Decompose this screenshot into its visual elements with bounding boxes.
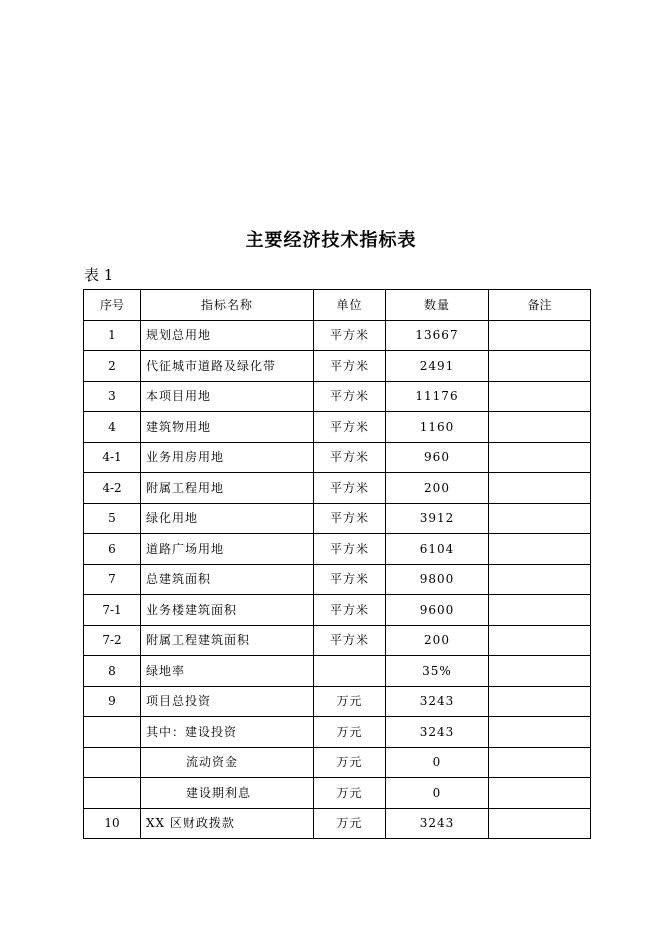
row-name-cell: 建设期利息 xyxy=(141,778,314,809)
row-unit-cell: 平方米 xyxy=(314,320,386,351)
row-unit-cell: 平方米 xyxy=(314,351,386,382)
table-row xyxy=(84,808,591,839)
row-name-cell: 流动资金 xyxy=(141,747,314,778)
row-seq-cell xyxy=(84,778,141,809)
row-name-cell: 建筑物用地 xyxy=(141,412,314,443)
row-seq-cell: 4-2 xyxy=(84,473,141,504)
row-note-cell xyxy=(489,625,591,656)
row-name-cell: 本项目用地 xyxy=(141,381,314,412)
header-seq: 序号 xyxy=(84,290,141,321)
row-quantity-cell: 9600 xyxy=(386,595,489,626)
header-unit: 单位 xyxy=(314,290,386,321)
row-name-cell: 规划总用地 xyxy=(141,320,314,351)
table-row xyxy=(84,686,591,717)
row-quantity-cell: 3243 xyxy=(386,717,489,748)
row-quantity-cell: 1160 xyxy=(386,412,489,443)
row-unit-cell: 平方米 xyxy=(314,595,386,626)
row-unit-cell xyxy=(314,656,386,687)
table-row xyxy=(84,625,591,656)
table-row xyxy=(84,656,591,687)
row-unit-cell: 平方米 xyxy=(314,564,386,595)
row-seq-cell: 7-1 xyxy=(84,595,141,626)
row-note-cell xyxy=(489,534,591,565)
row-quantity-cell: 2491 xyxy=(386,351,489,382)
row-seq-cell xyxy=(84,747,141,778)
row-seq-cell: 6 xyxy=(84,534,141,565)
row-seq-cell: 2 xyxy=(84,351,141,382)
row-seq-cell: 4 xyxy=(84,412,141,443)
row-seq-cell: 1 xyxy=(84,320,141,351)
table-body xyxy=(84,320,591,839)
row-note-cell xyxy=(489,564,591,595)
header-quantity: 数量 xyxy=(386,290,489,321)
row-note-cell xyxy=(489,686,591,717)
row-name-cell: 附属工程建筑面积 xyxy=(141,625,314,656)
row-note-cell xyxy=(489,442,591,473)
header-note: 备注 xyxy=(489,290,591,321)
row-seq-cell: 9 xyxy=(84,686,141,717)
table-caption: 表 1 xyxy=(84,266,114,284)
table-row xyxy=(84,381,591,412)
row-note-cell xyxy=(489,808,591,839)
row-note-cell xyxy=(489,717,591,748)
row-unit-cell: 万元 xyxy=(314,686,386,717)
row-unit-cell: 平方米 xyxy=(314,412,386,443)
row-name-cell: 绿化用地 xyxy=(141,503,314,534)
row-note-cell xyxy=(489,747,591,778)
table-row xyxy=(84,778,591,809)
row-note-cell xyxy=(489,412,591,443)
row-unit-cell: 平方米 xyxy=(314,503,386,534)
table-row xyxy=(84,503,591,534)
row-quantity-cell: 9800 xyxy=(386,564,489,595)
table-row xyxy=(84,747,591,778)
row-seq-cell: 3 xyxy=(84,381,141,412)
row-quantity-cell: 13667 xyxy=(386,320,489,351)
row-unit-cell: 万元 xyxy=(314,778,386,809)
row-unit-cell: 平方米 xyxy=(314,473,386,504)
row-name-cell: 业务用房用地 xyxy=(141,442,314,473)
row-quantity-cell: 3243 xyxy=(386,686,489,717)
row-quantity-cell: 200 xyxy=(386,625,489,656)
row-name-cell: XX 区财政拨款 xyxy=(141,808,314,839)
row-name-cell: 其中：建设投资 xyxy=(141,717,314,748)
row-seq-cell: 10 xyxy=(84,808,141,839)
row-quantity-cell: 200 xyxy=(386,473,489,504)
row-quantity-cell: 960 xyxy=(386,442,489,473)
row-unit-cell: 平方米 xyxy=(314,534,386,565)
row-name-cell: 代征城市道路及绿化带 xyxy=(141,351,314,382)
row-unit-cell: 万元 xyxy=(314,747,386,778)
table-header-row xyxy=(84,290,591,321)
row-unit-cell: 平方米 xyxy=(314,442,386,473)
table-row xyxy=(84,534,591,565)
row-quantity-cell: 3912 xyxy=(386,503,489,534)
row-note-cell xyxy=(489,778,591,809)
row-seq-cell: 5 xyxy=(84,503,141,534)
row-name-cell: 项目总投资 xyxy=(141,686,314,717)
row-quantity-cell: 11176 xyxy=(386,381,489,412)
row-quantity-cell: 6104 xyxy=(386,534,489,565)
row-quantity-cell: 35% xyxy=(386,656,489,687)
row-quantity-cell: 3243 xyxy=(386,808,489,839)
indicators-table xyxy=(83,289,591,839)
row-note-cell xyxy=(489,473,591,504)
table-row xyxy=(84,351,591,382)
row-seq-cell: 7-2 xyxy=(84,625,141,656)
header-name: 指标名称 xyxy=(141,290,314,321)
row-note-cell xyxy=(489,381,591,412)
row-quantity-cell: 0 xyxy=(386,747,489,778)
table-row xyxy=(84,717,591,748)
table-row xyxy=(84,564,591,595)
row-name-cell: 绿地率 xyxy=(141,656,314,687)
table-row xyxy=(84,595,591,626)
row-note-cell xyxy=(489,351,591,382)
row-name-cell: 总建筑面积 xyxy=(141,564,314,595)
row-note-cell xyxy=(489,656,591,687)
row-note-cell xyxy=(489,595,591,626)
table-row xyxy=(84,412,591,443)
row-quantity-cell: 0 xyxy=(386,778,489,809)
row-name-cell: 附属工程用地 xyxy=(141,473,314,504)
row-note-cell xyxy=(489,320,591,351)
table-row xyxy=(84,473,591,504)
row-unit-cell: 万元 xyxy=(314,808,386,839)
table-row xyxy=(84,442,591,473)
row-seq-cell: 7 xyxy=(84,564,141,595)
row-seq-cell: 4-1 xyxy=(84,442,141,473)
row-unit-cell: 平方米 xyxy=(314,625,386,656)
row-unit-cell: 万元 xyxy=(314,717,386,748)
row-name-cell: 道路广场用地 xyxy=(141,534,314,565)
row-note-cell xyxy=(489,503,591,534)
table-row xyxy=(84,320,591,351)
row-seq-cell: 8 xyxy=(84,656,141,687)
row-seq-cell xyxy=(84,717,141,748)
document-title: 主要经济技术指标表 xyxy=(245,230,417,251)
row-unit-cell: 平方米 xyxy=(314,381,386,412)
row-name-cell: 业务楼建筑面积 xyxy=(141,595,314,626)
